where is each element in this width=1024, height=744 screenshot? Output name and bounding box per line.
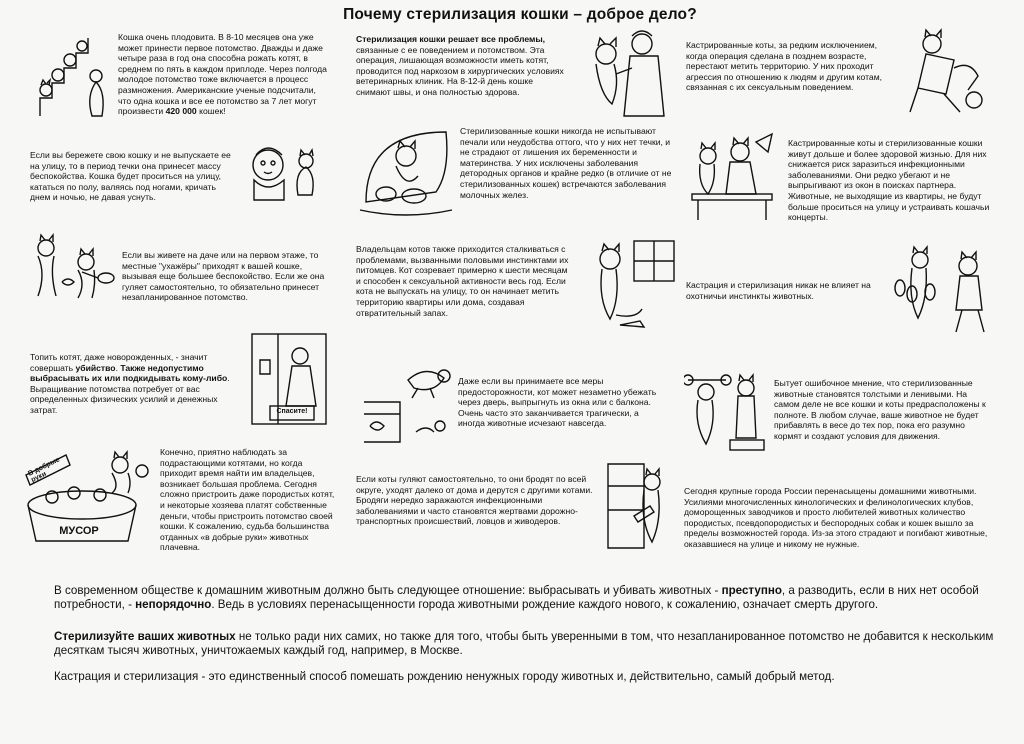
text-block: Даже если вы принимаете все меры предосторожности, кот может незаметно убежать через дверь, выпрыгнуть из окна или с балкона. Очень часто это заканчивается трагически, а иногда животные исчезают навсегда.: [458, 376, 657, 429]
cat-with-kittens-illustration: [356, 122, 456, 222]
bathroom-kittens-illustration: [248, 330, 330, 428]
bottom-paragraph: Кастрация и стерилизация - это единственный способ помешать рождению ненужных городу животных и, действительно, самый добрый метод.: [54, 670, 835, 683]
cats-stair-illustration: [30, 28, 108, 120]
cat-with-mice-illustration: [890, 244, 994, 336]
text-block: Конечно, приятно наблюдать за подрастающими котятами, но когда приходит время найти им владельцев, возникает большая проблема. Сегодня сложно пристроить даже породистых котят, и некоторые хозяева платят собственные деньги, чтобы пристроить потомство своей кошки. К сожалению, судьба большинства отданных «в добрые руки» животных плачевна.: [160, 447, 335, 553]
text-block: Кастрированные коты и стерилизованные кошки живут дольше и более здоровой жизнью. Для них снижается риск заразиться инфекционными заболеваниями. Они редко убегают и не выпрыгивают из окон в поисках партнера. Животные, не выходящие из квартиры, не будут больше проситься на улицу и устраивать кошачьи концерты.: [788, 138, 990, 223]
bottom-paragraph: В современном обществе к домашним животным должно быть следующее отношение: выбрасывать и убивать животных - преступно, а разводить, если в них нет особой потребности, - непорядочно. Ведь в условиях перенасыщенности города животными рождение каждого нового, к сожалению, означает смерть другого.: [54, 584, 979, 612]
text-block: Стерилизованные кошки никогда не испытывают печали или неудобства оттого, что у них нет течки, и не страдают от лишения их беременности и материнства. У них исключены заболевания детородных органов и крайне редко (в отличие от не стерилизованных кошек) встречаются заболевания молочных желез.: [460, 126, 672, 200]
woman-cat-illustration: [240, 135, 330, 203]
garbage-bin-kittens-illustration: [22, 445, 152, 545]
vet-cat-illustration: [576, 24, 676, 124]
text-block: Сегодня крупные города России перенасыщены домашними животными. Усилиями многочисленных кинологических и фелинологических клубов, доморощенных заводчиков и просто любителей животных количество породистых, псевдопородистых и беспородных собак и кошек вышло за пределы возможностей города. Из-за этого страдают и погибают животные, оказавшиеся на улице и никому не нужные.: [684, 486, 988, 549]
text-block: Кошка очень плодовита. В 8-10 месяцев она уже может принести первое потомство. Дважды и даже четыре раза в год она способна рожать котят, в среднем по пять в каждом приплоде. Через полгода молодое потомство тоже включается в процесс размножения. Американские ученые подсчитали, что одна кошка и все ее потомство за 7 лет могут произвести 420 000 кошек!: [118, 32, 327, 117]
cat-running-illustration: [896, 28, 988, 120]
box-sign-hands: В добрые руки: [27, 456, 61, 484]
text-block: Топить котят, даже новорожденных, - значит совершать убийство. Также недопустимо выбрасывать их или подкидывать кому-либо. Выращивание потомства потребует от вас определенных физических усилий и денежных затрат.: [30, 352, 230, 415]
tomcat-marking-illustration: [580, 235, 680, 335]
page-title: Почему стерилизация кошки – доброе дело?: [343, 6, 697, 23]
text-block: Стерилизация кошки решает все проблемы, связанные с ее поведением и потомством. Эта операция, лишающая возможности иметь котят, проводится под наркозом в хирургических условиях ветеринарных клиник. На 8-12-й день кошке снимают швы, и она полностью здорова.: [356, 34, 564, 97]
cats-on-bench-illustration: [686, 132, 782, 228]
text-block: Владельцам котов также приходится сталкиваться с проблемами, вызванными половыми инстинктами их питомцев. Кот созревает примерно к шести месяцам и способен к сексуальной активности весь год. Если кота не выпускать на улицу, то он начинает метить территорию квартиры или дома, создавая отвратительный запах.: [356, 244, 569, 318]
bin-sign: МУСОР: [59, 525, 99, 537]
text-block: Кастрация и стерилизация никак не влияет на охотничьи инстинкты животных.: [686, 280, 871, 301]
box-sign: Спасите!: [276, 408, 308, 415]
text-block: Бытует ошибочное мнение, что стерилизованные животные становятся толстыми и ленивыми. На самом деле не все кошки и коты предрасположены к полноте. В любом случае, ваше животное не будет прибавлять в весе до тех пор, пока его разумно кормят и создают условия для движения.: [774, 378, 986, 441]
falling-cat-illustration: [360, 362, 456, 446]
cats-exercising-illustration: [684, 362, 768, 458]
text-block: Если вы живете на даче или на первом этаже, то местные "ухажёры" приходят к вашей кошке, вызывая еще большее беспокойство. Если же она гуляет самостоятельно, то обязательно принесет незапланированное потомство.: [122, 250, 325, 303]
text-block: Если коты гуляют самостоятельно, то они бродят по всей округе, уходят далеко от дома и дерутся с другими котами. Бродяги нередко заражаются инфекционными заболеваниями и часто становятся жертвами дорожно-транспортных происшествий, ловцов и живодеров.: [356, 474, 593, 527]
cats-serenade-illustration: [28, 232, 118, 302]
bottom-paragraph: Стерилизуйте ваших животных не только ради них самих, но также для того, чтобы быть уверенными в том, что незапланированное потомство не добавится к нескольким десяткам тысяч животных, уничтожаемых каждый год, например, в Москве.: [54, 630, 994, 658]
text-block: Если вы бережете свою кошку и не выпускаете ее на улицу, то в период течки она принесет массу беспокойства. Кошка будет проситься на улицу, кататься по полу, валяясь под ногами, кричать днем и ночью, не давая уснуть.: [30, 150, 231, 203]
injured-cat-illustration: [604, 456, 674, 552]
text-block: Кастрированные коты, за редким исключением, когда операция сделана в позднем возрасте, перестают метить территорию. У них проходит агрессия по отношению к людям и другим котам, связанная с их сексуальным поведением.: [686, 40, 882, 93]
